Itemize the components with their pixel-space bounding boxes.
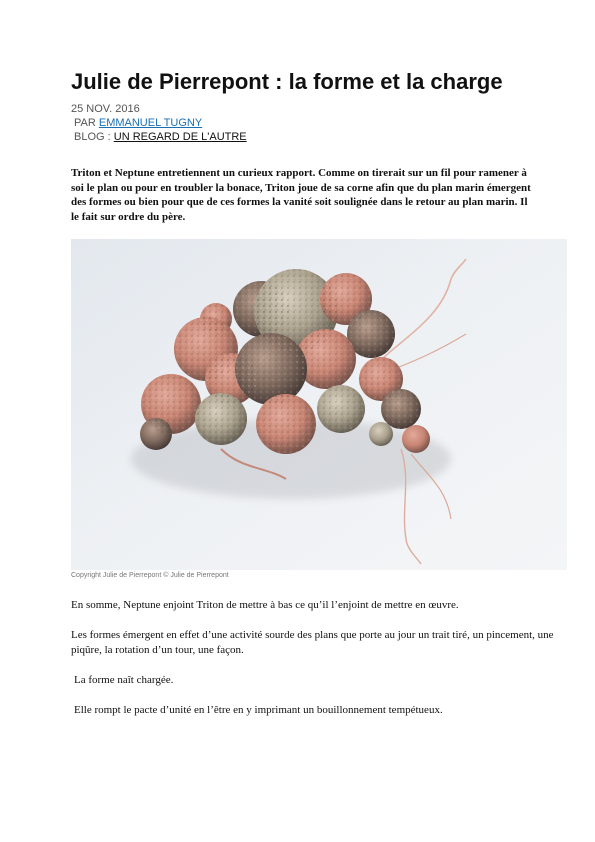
blog-link[interactable]: UN REGARD DE L'AUTRE [113,131,247,143]
image-caption: Copyright Julie de Pierrepont © Julie de Pierrepont [71,572,229,579]
article-header [71,68,571,224]
paragraph: En somme, Neptune enjoint Triton de mettre à bas ce qu’il l’enjoint de mettre en œuvre. [71,599,459,611]
article-image [71,239,567,570]
byline-prefix: PAR [74,117,99,129]
article-meta [71,102,571,144]
blog-prefix: BLOG : [74,131,114,143]
blog-line [71,130,571,144]
byline [71,116,571,130]
article-title: Julie de Pierrepont : la forme et la charge [71,69,503,94]
paragraph: Elle rompt le pacte d’unité en l’être en y imprimant un bouillonnement tempétueux. [74,704,443,716]
article-lead: Triton et Neptune entretiennent un curieux rapport. Comme on tirerait sur un fil pour ramener à soi le plan ou pour en troubler la bonace, Triton joue de sa corne afin que du plan marin émergent des formes ou bien pour que de ces formes la vanité soit soulignée dans le retour au plan marin. Il le fait sur ordre du père. [71,167,531,223]
article-body [71,598,561,733]
article-date: 25 NOV. 2016 [71,103,140,115]
author-link[interactable]: EMMANUEL TUGNY [98,117,203,129]
paragraph: La forme naît chargée. [74,674,174,686]
paragraph: Les formes émergent en effet d’une activité sourde des plans que porte au jour un trait tiré, un pincement, une piqûre, la rotation d’un tour, une façon. [71,629,554,656]
